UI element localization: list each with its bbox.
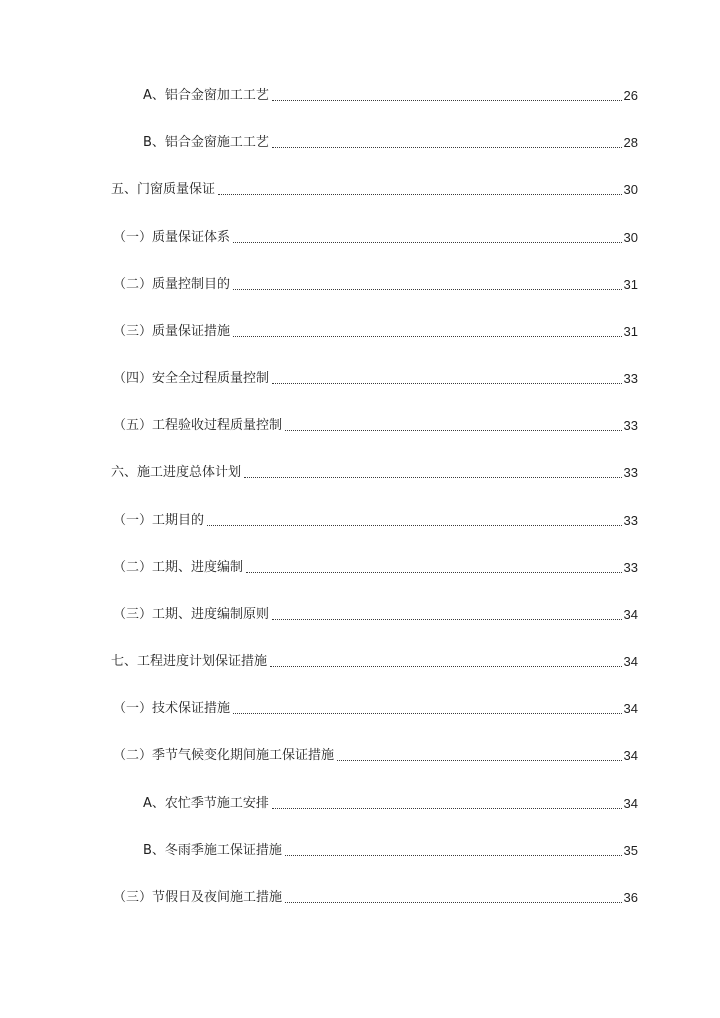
toc-entry[interactable] <box>113 884 638 906</box>
toc-entry-page: 33 <box>623 418 638 433</box>
toc-entry[interactable] <box>111 648 638 670</box>
toc-entry-page: 33 <box>623 371 638 386</box>
toc-entry-label: A、农忙季节施工安排 <box>143 796 269 811</box>
toc-entry-label: （五）工程验收过程质量控制 <box>113 418 283 433</box>
toc-leader-dots <box>272 146 622 148</box>
toc-entry[interactable] <box>113 365 638 387</box>
toc-entry-label: （一）技术保证措施 <box>113 701 231 716</box>
toc-entry-label: （一）质量保证体系 <box>113 230 231 245</box>
toc-leader-dots <box>285 854 622 856</box>
toc-entry[interactable] <box>113 318 638 340</box>
toc-entry-page: 34 <box>623 654 638 669</box>
toc-entry-label: （二）工期、进度编制 <box>113 560 244 575</box>
toc-entry-page: 34 <box>623 607 638 622</box>
toc-entry-page: 30 <box>623 230 638 245</box>
toc-entry-page: 31 <box>623 277 638 292</box>
toc-entry[interactable] <box>143 129 638 151</box>
toc-leader-dots <box>244 476 622 478</box>
toc-leader-dots <box>285 429 622 431</box>
toc-leader-dots <box>207 524 622 526</box>
toc-entry[interactable] <box>111 176 638 198</box>
toc-entry-label: B、铝合金窗施工工艺 <box>143 135 269 150</box>
toc-entry[interactable] <box>113 601 638 623</box>
toc-entry-page: 30 <box>623 182 638 197</box>
toc-entry[interactable] <box>143 82 638 104</box>
toc-leader-dots <box>272 807 622 809</box>
toc-entry-label: A、铝合金窗加工工艺 <box>143 88 269 103</box>
toc-entry[interactable] <box>113 507 638 529</box>
toc-entry-page: 34 <box>623 701 638 716</box>
toc-entry[interactable] <box>113 554 638 576</box>
toc-entry-page: 33 <box>623 465 638 480</box>
toc-leader-dots <box>270 665 622 667</box>
toc-entry[interactable] <box>113 412 638 434</box>
toc-leader-dots <box>285 901 622 903</box>
toc-entry-label: 五、门窗质量保证 <box>111 182 216 197</box>
toc-entry[interactable] <box>113 224 638 246</box>
toc-entry-page: 34 <box>623 796 638 811</box>
toc-entry-label: （二）季节气候变化期间施工保证措施 <box>113 748 335 763</box>
toc-entry-label: 七、工程进度计划保证措施 <box>111 654 268 669</box>
toc-entry-label: （三）工期、进度编制原则 <box>113 607 270 622</box>
toc-entry-page: 36 <box>623 890 638 905</box>
toc-entry-page: 31 <box>623 324 638 339</box>
toc-leader-dots <box>233 712 622 714</box>
toc-entry-page: 33 <box>623 560 638 575</box>
toc-entry-label: 六、施工进度总体计划 <box>111 465 242 480</box>
toc-leader-dots <box>272 99 622 101</box>
toc-entry-page: 34 <box>623 748 638 763</box>
toc-entry-page: 28 <box>623 135 638 150</box>
toc-entry-label: B、冬雨季施工保证措施 <box>143 843 282 858</box>
toc-entry-label: （三）节假日及夜间施工措施 <box>113 890 283 905</box>
toc-entry-label: （三）质量保证措施 <box>113 324 231 339</box>
toc-entry-page: 35 <box>623 843 638 858</box>
toc-entry-label: （四）安全全过程质量控制 <box>113 371 270 386</box>
toc-entry[interactable] <box>111 459 638 481</box>
toc-entry[interactable] <box>113 695 638 717</box>
toc-entry[interactable] <box>113 271 638 293</box>
toc-leader-dots <box>233 335 622 337</box>
toc-entry-page: 26 <box>623 88 638 103</box>
toc-leader-dots <box>246 571 622 573</box>
toc-leader-dots <box>272 618 622 620</box>
toc-entry[interactable] <box>143 790 638 812</box>
toc-entry[interactable] <box>143 837 638 859</box>
toc-entry[interactable] <box>113 742 638 764</box>
toc-leader-dots <box>218 193 622 195</box>
toc-entry-label: （二）质量控制目的 <box>113 277 231 292</box>
toc-entry-label: （一）工期目的 <box>113 513 205 528</box>
toc-leader-dots <box>233 241 622 243</box>
toc-leader-dots <box>337 759 622 761</box>
toc-entry-page: 33 <box>623 513 638 528</box>
toc-leader-dots <box>233 288 622 290</box>
toc-leader-dots <box>272 382 622 384</box>
